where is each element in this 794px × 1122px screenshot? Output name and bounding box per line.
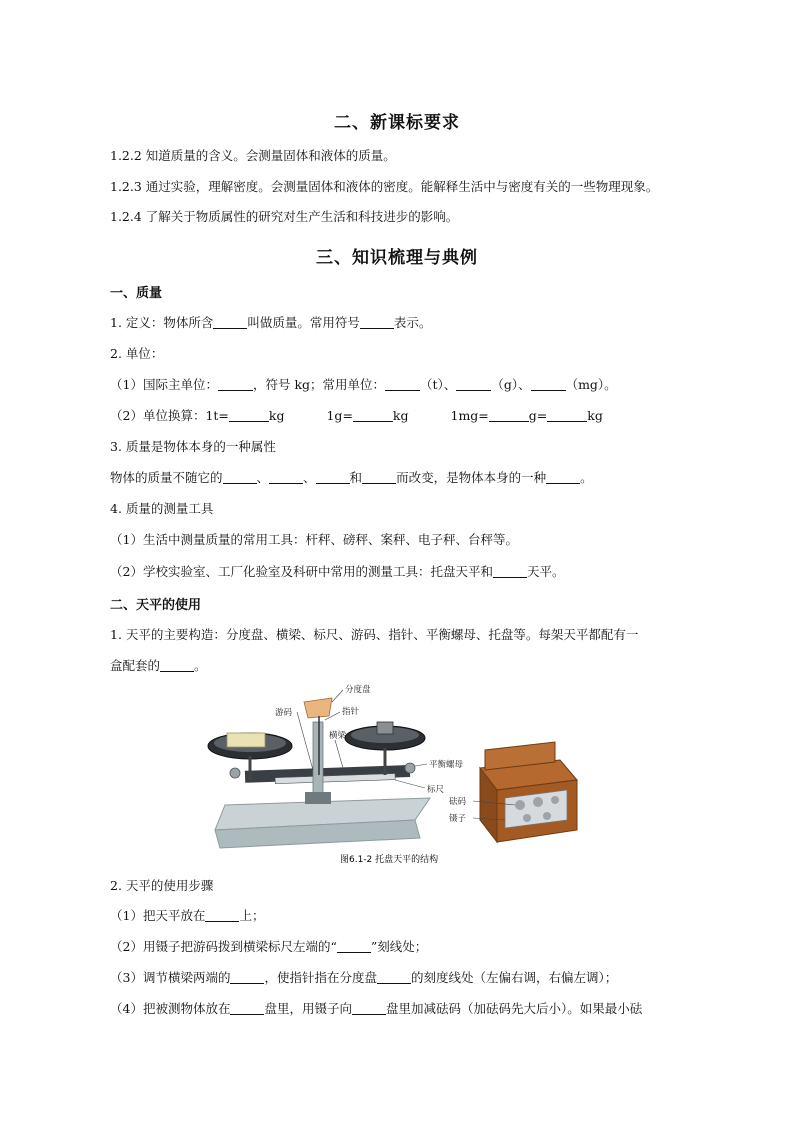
fill-blank	[531, 377, 566, 391]
fill-blank	[547, 408, 587, 422]
fill-blank	[489, 408, 529, 422]
fill-blank	[223, 470, 257, 484]
label-scale: 标尺	[427, 785, 445, 795]
label-dial: 分度盘	[345, 685, 371, 695]
fill-blank	[230, 970, 264, 984]
structure-line-2: 盒配套的 。	[110, 658, 207, 673]
fill-blank	[213, 315, 247, 329]
curriculum-item: 1.2.2 知道质量的含义。会测量固体和液体的质量。	[110, 148, 396, 163]
label-pointer: 指针	[342, 707, 360, 717]
section-title-curriculum: 二、新课标要求	[334, 113, 460, 133]
label-tweezers: 镊子	[449, 814, 467, 824]
label-beam: 横梁	[329, 731, 347, 741]
tool-line-2: （2）学校实验室、工厂化验室及科研中常用的测量工具：托盘天平和 天平。	[110, 564, 565, 579]
label-weights: 砝码	[449, 797, 467, 807]
steps-title: 2. 天平的使用步骤	[110, 878, 214, 893]
fill-blank	[377, 970, 411, 984]
fill-blank	[456, 377, 491, 391]
fill-blank	[316, 470, 350, 484]
fill-blank	[269, 470, 303, 484]
structure-line-1: 1. 天平的主要构造：分度盘、横梁、标尺、游码、指针、平衡螺母、托盘等。每架天平都配有一	[110, 627, 639, 642]
property-line: 物体的质量不随它的 、 、 和 而改变，是物体本身的一种 。	[110, 470, 593, 485]
tool-title: 4. 质量的测量工具	[110, 501, 214, 516]
unit-title: 2. 单位：	[110, 346, 164, 361]
unit-line-1: （1）国际主单位： ，符号 kg；常用单位： （t）、 （g）、 （mg）。	[110, 377, 617, 392]
fill-blank	[205, 908, 239, 922]
fill-blank	[493, 564, 527, 578]
fill-blank	[546, 470, 580, 484]
step-3: （3）调节横梁两端的 ，使指针指在分度盘 的刻度线处（左偏右调，右偏左调）；	[110, 970, 618, 985]
fill-blank	[218, 377, 253, 391]
balance-illustration	[205, 680, 590, 872]
tool-line-1: （1）生活中测量质量的常用工具：杆秤、磅秤、案秤、电子秤、台秤等。	[110, 532, 518, 547]
subsection-balance: 二、天平的使用	[110, 598, 202, 613]
fill-blank	[385, 377, 420, 391]
step-2: （2）用镊子把游码拨到横梁标尺左端的“ ”刻线处；	[110, 939, 428, 954]
fill-blank	[230, 1001, 264, 1015]
definition-line: 1. 定义：物体所含 叫做质量。常用符号 表示。	[110, 315, 432, 330]
fill-blank	[160, 658, 194, 672]
step-4: （4）把被测物体放在 盘里，用镊子向 盘里加减砝码（加砝码先大后小）。如果最小砝	[110, 1001, 643, 1016]
fill-blank	[353, 408, 393, 422]
balance-figure	[205, 680, 590, 872]
subsection-mass: 一、质量	[110, 286, 163, 301]
property-title: 3. 质量是物体本身的一种属性	[110, 439, 276, 454]
fill-blank	[360, 315, 394, 329]
step-1: （1）把天平放在 上；	[110, 908, 265, 923]
label-nut: 平衡螺母	[429, 760, 464, 770]
fill-blank	[229, 408, 269, 422]
section-title-knowledge: 三、知识梳理与典例	[316, 248, 478, 268]
fill-blank	[362, 470, 396, 484]
curriculum-item: 1.2.4 了解关于物质属性的研究对生产生活和科技进步的影响。	[110, 209, 459, 224]
unit-line-2: （2）单位换算：1t= kg 1g= kg 1mg= g= kg	[110, 408, 603, 423]
figure-caption: 图6.1-2 托盘天平的结构	[340, 855, 439, 865]
label-rider: 游码	[275, 708, 293, 718]
fill-blank	[337, 939, 371, 953]
curriculum-item: 1.2.3 通过实验，理解密度。会测量固体和液体的密度。能解释生活中与密度有关的一些物理现象。	[110, 179, 659, 194]
fill-blank	[352, 1001, 386, 1015]
